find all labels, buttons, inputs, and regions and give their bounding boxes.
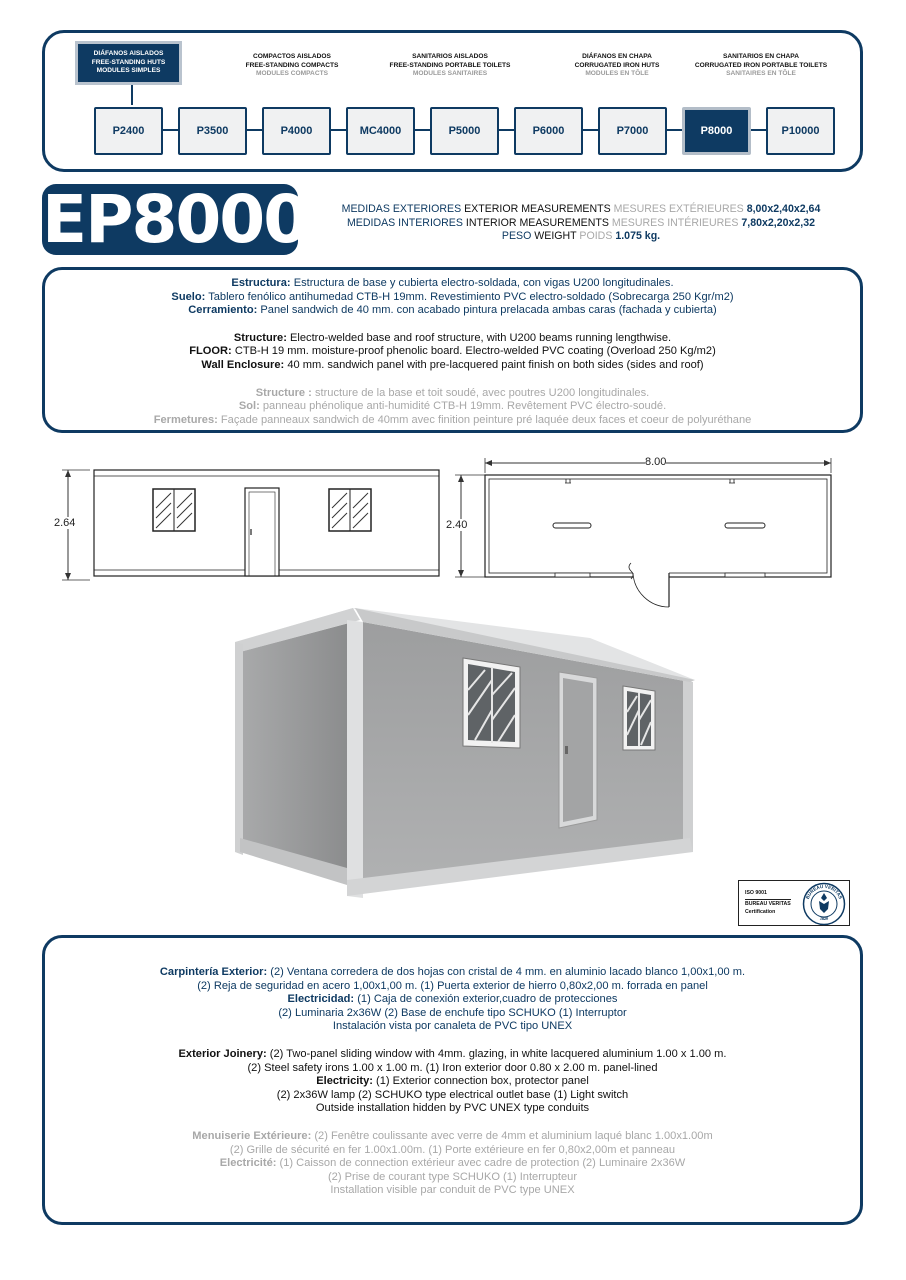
length-dimension: 8.00: [645, 456, 667, 468]
model-button-p3500[interactable]: P3500: [178, 107, 247, 155]
category-corrugated-iron-toilets[interactable]: [683, 53, 839, 79]
equipment-fr: Menuiserie Extérieure: (2) Fenêtre coulissante avec verre de 4mm et aluminium laqué blanc 1.00x1.00m (2) Grille de sécurité en fer 1.00x1.00m. (1) Porte extérieure en fer 0,80x2,00m et panneau Electricité: (1) Caisson de connection extérieur avec cadre de protection (2) Luminaire 2x36W (2) Prise de courant type SCHUKO (1) Interrupteur Installation visible par conduit de PVC type UNEX: [192, 1129, 713, 1197]
photo-window-1: [463, 658, 520, 748]
category-label-fr: MODULES COMPACTS: [255, 70, 329, 78]
category-label-fr: MODULES SIMPLES: [96, 67, 161, 75]
category-label-fr: MODULES EN TÔLE: [585, 70, 649, 78]
category-label-en: FREE-STANDING PORTABLE TOILETS: [389, 61, 511, 69]
model-button-p6000[interactable]: P6000: [514, 107, 583, 155]
model-button-mc4000[interactable]: MC4000: [346, 107, 415, 155]
svg-text:BUREAU VERITAS: BUREAU VERITAS: [804, 883, 844, 900]
category-label-en: FREE-STANDING COMPACTS: [245, 61, 339, 69]
model-button-p10000[interactable]: P10000: [766, 107, 835, 155]
nav-connector-vertical: [131, 85, 133, 105]
svg-text:1828: 1828: [819, 915, 829, 922]
category-portable-toilets[interactable]: [375, 53, 525, 79]
category-label-es: SANITARIOS AISLADOS: [412, 53, 488, 60]
structure-description: [42, 267, 863, 433]
height-dimension: 2.64: [54, 517, 76, 529]
model-button-p2400[interactable]: P2400: [94, 107, 163, 155]
category-label-en: CORRUGATED IRON PORTABLE TOILETS: [694, 61, 828, 69]
cert-line-2: BUREAU VERITAS: [745, 901, 791, 908]
category-label-es: DIÁFANOS EN CHAPA: [582, 53, 652, 60]
product-category-nav: [42, 30, 863, 172]
equipment-description: [42, 935, 863, 1225]
category-free-standing-compacts[interactable]: [217, 53, 367, 79]
front-elevation-drawing: [50, 462, 445, 587]
model-button-p5000[interactable]: P5000: [430, 107, 499, 155]
cert-line-3: Certification: [745, 908, 776, 915]
container-photo: [235, 600, 695, 905]
category-label-es: SANITARIOS EN CHAPA: [723, 53, 799, 60]
category-label-es: COMPACTOS AISLADOS: [253, 53, 331, 60]
equipment-en: Exterior Joinery: (2) Two-panel sliding window with 4mm. glazing, in white lacquered aluminium 1.00 x 1.00 m. (2) Steel safety irons 1.00 x 1.00 m. (1) Iron exterior door 0.80 x 2.00 m. panel-lined Electricity: (1) Exterior connection box, protector panel (2) 2x36W lamp (2) SCHUKO type electrical outlet base (1) Light switch Outside installation hidden by PVC UNEX type conduits: [178, 1047, 727, 1115]
category-label-en: FREE-STANDING HUTS: [91, 58, 166, 66]
structure-es: Estructura: Estructura de base y cubierta electro-soldada, con vigas U200 longitudinales. Suelo: Tablero fenólico antihumedad CTB-H 19mm. Revestimiento PVC electro-soldado (Sobrecarga 250 Kgr/m2) Cerramiento: Panel sandwich de 40 mm. con acabado pintura prelacada ambas caras (fachada y cubierta): [171, 277, 734, 317]
category-label-fr: MODULES SANITAIRES: [412, 70, 488, 78]
equipment-es: Carpintería Exterior: (2) Ventana corredera de dos hojas con cristal de 4 mm. en aluminio lacado blanco 1,00x1,00 m. (2) Reja de seguridad en acero 1,00x1,00 m. (1) Puerta exterior de hierro 0,80x2,00 m. forrada en panel Electricidad: (1) Caja de conexión exterior,cuadro de protecciones (2) Luminaria 2x36W (2) Base de enchufe tipo SCHUKO (1) Interruptor Instalación vista por canaleta de PVC tipo UNEX: [159, 966, 746, 1033]
door: [245, 488, 279, 576]
measurements: [300, 203, 862, 244]
floor-plan-drawing: [445, 455, 840, 610]
category-label-en: CORRUGATED IRON HUTS: [574, 61, 660, 69]
exterior-measures: MEDIDAS EXTERIORES EXTERIOR MEASUREMENTS MESURES EXTÉRIEURES 8,00x2,40x2,64: [341, 203, 821, 215]
model-button-p4000[interactable]: P4000: [262, 107, 331, 155]
weight: PESO WEIGHT POIDS 1.075 kg.: [501, 230, 661, 243]
bureau-veritas-seal-icon: [802, 882, 846, 926]
model-button-p8000[interactable]: P8000: [682, 107, 751, 155]
category-free-standing-huts[interactable]: [75, 41, 182, 85]
window-right: [329, 489, 371, 531]
model-button-p7000[interactable]: P7000: [598, 107, 667, 155]
product-title: EP8000: [42, 181, 308, 258]
photo-window-2: [623, 686, 655, 750]
category-label-es: DIÁFANOS AISLADOS: [93, 50, 164, 57]
window-left: [153, 489, 195, 531]
iso-certification-badge: [738, 880, 850, 926]
category-corrugated-iron-huts[interactable]: [542, 53, 692, 79]
width-dimension: 2.40: [446, 519, 468, 531]
photo-door: [559, 672, 597, 828]
interior-measures: MEDIDAS INTERIORES INTERIOR MEASUREMENTS MESURES INTÉRIEURES 7,80x2,20x2,32: [346, 216, 816, 229]
cert-line-1: ISO 9001: [745, 890, 767, 896]
structure-fr: Structure : structure de la base et toit soudé, avec poutres U200 longitudinales. Sol: panneau phénolique anti-humidité CTB-H 19mm. Revêtement PVC électro-soudé. Fermetures: Façade panneaux sandwich de 40mm avec finition peinture pré laquée deux faces et coeur de polyuréthane: [153, 386, 752, 426]
category-label-fr: SANITAIRES EN TÔLE: [726, 70, 796, 78]
structure-en: Structure: Electro-welded base and roof structure, with U200 beams running lengthwise. FLOOR: CTB-H 19 mm. moisture-proof phenolic board. Electro-welded PVC coating (Overload 250 Kg/m2) Wall Enclosure: 40 mm. sandwich panel with pre-lacquered paint finish on both sides (sides and roof): [189, 331, 716, 371]
